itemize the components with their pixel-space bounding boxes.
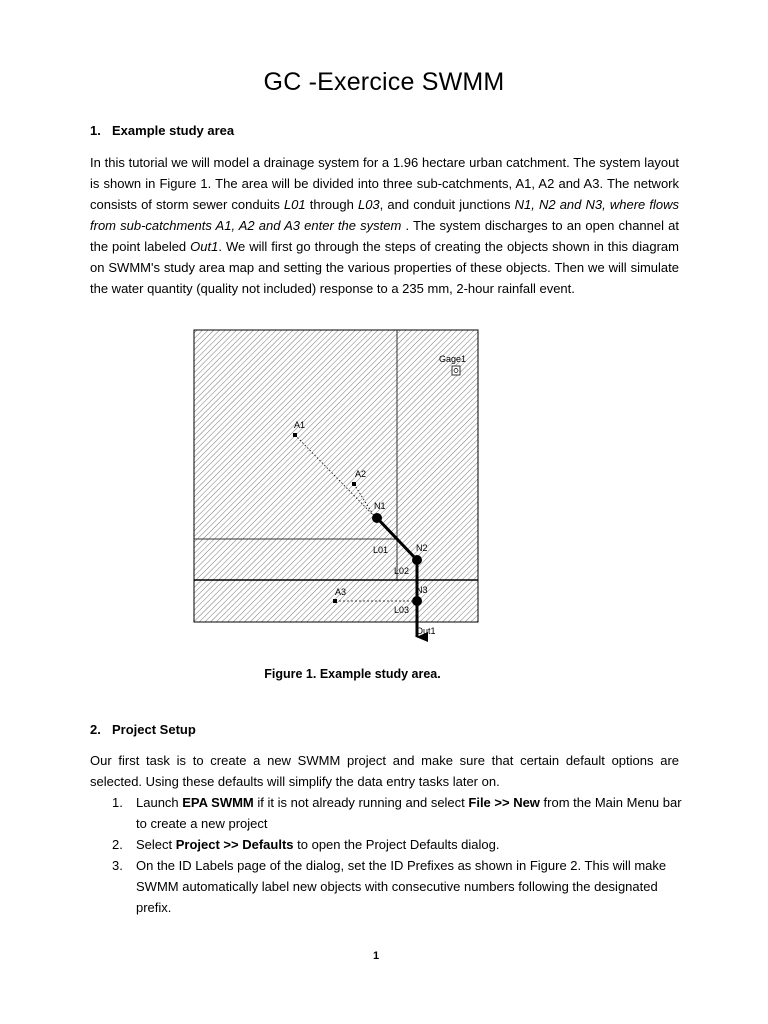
list-item [90, 855, 690, 918]
junction-n1-label: N1 [374, 501, 386, 511]
paragraph-text: . The system discharges to an open channel at the point labeled [90, 218, 679, 254]
section-heading-1 [90, 123, 235, 138]
step-text: Select [136, 837, 176, 852]
list-number: 1. [112, 795, 123, 810]
study-area-figure [192, 329, 480, 659]
conduit-ref: L03 [357, 197, 380, 212]
subcatchment-a3-label: A3 [335, 587, 347, 597]
menu-path: File >> New [468, 795, 540, 810]
subcatchment-a3-marker [333, 599, 337, 603]
conduit-l03-label: L03 [394, 605, 410, 615]
step-text: On the ID Labels page of the dialog, set the ID Prefixes as shown in Figure 2. This will make SWMM automatically label new objects with consecutive numbers following the designated prefix. [136, 858, 667, 915]
page-number: 1 [372, 950, 380, 962]
list-item [90, 834, 690, 855]
conduit-ref: L01 [283, 197, 306, 212]
outfall-label: Out1 [416, 626, 436, 636]
junction-n3 [412, 596, 422, 606]
step-text: to open the Project Defaults dialog. [293, 837, 500, 852]
conduit-l01-label: L01 [373, 545, 389, 555]
subcatchment-a2-marker [352, 482, 356, 486]
list-number: 3. [112, 858, 123, 873]
junction-n1 [372, 513, 382, 523]
gage-label: Gage1 [439, 354, 467, 364]
step-text: if it is not already running and select [253, 795, 469, 810]
junction-n2 [412, 555, 422, 565]
document-title: GC -Exercice SWMM [263, 68, 505, 96]
rain-gage-icon [452, 366, 460, 375]
conduit-l02-label: L02 [394, 566, 410, 576]
subcatchment-a1-marker [293, 433, 297, 437]
list-item [90, 792, 690, 834]
outfall-ref: Out1 [190, 239, 219, 254]
section-heading-text: Project Setup [112, 722, 196, 737]
subcatchment-a2-label: A2 [355, 469, 367, 479]
section-heading-text: Example study area [112, 123, 235, 138]
subcatchment-a1-label: A1 [294, 420, 306, 430]
figure-caption: Figure 1. Example study area. [264, 667, 441, 681]
section-number: 2. [90, 722, 101, 737]
menu-path: Project >> Defaults [175, 837, 294, 852]
junction-ref: N1, N2 and N3, where flows from sub-catchments A1, A2 and A3 enter the system [90, 197, 679, 233]
list-number: 2. [112, 837, 123, 852]
step-text: from the Main Menu bar to create a new project [136, 795, 682, 831]
setup-steps-list [90, 792, 690, 918]
section-number: 1. [90, 123, 101, 138]
step-emphasis: EPA SWMM [182, 795, 254, 810]
paragraph-text: through [305, 197, 358, 212]
catchment-area [194, 330, 478, 622]
paragraph-text: , and conduit junctions [379, 197, 515, 212]
junction-n2-label: N2 [416, 543, 428, 553]
setup-intro-paragraph: Our first task is to create a new SWMM project and make sure that certain default options are selected. Using these defaults will simplify the data entry tasks later on. [90, 753, 679, 789]
paragraph-text: . We will first go through the steps of creating the objects shown in this diagram on SWMM's study area map and setting the various properties of these objects. Then we will simulate the water quantity (quality not included) response to a 235 mm, 2-hour rainfall event. [90, 239, 679, 296]
paragraph-text: In this tutorial we will model a drainage system for a 1.96 hectare urban catchment. The system layout is shown in Figure 1. The area will be divided into three sub-catchments, A1, A2 and A3. The network consists of storm sewer conduits [90, 155, 679, 212]
section-heading-2 [90, 722, 196, 737]
junction-n3-label: N3 [416, 585, 428, 595]
step-text: Launch [136, 795, 183, 810]
intro-paragraph [90, 152, 679, 299]
